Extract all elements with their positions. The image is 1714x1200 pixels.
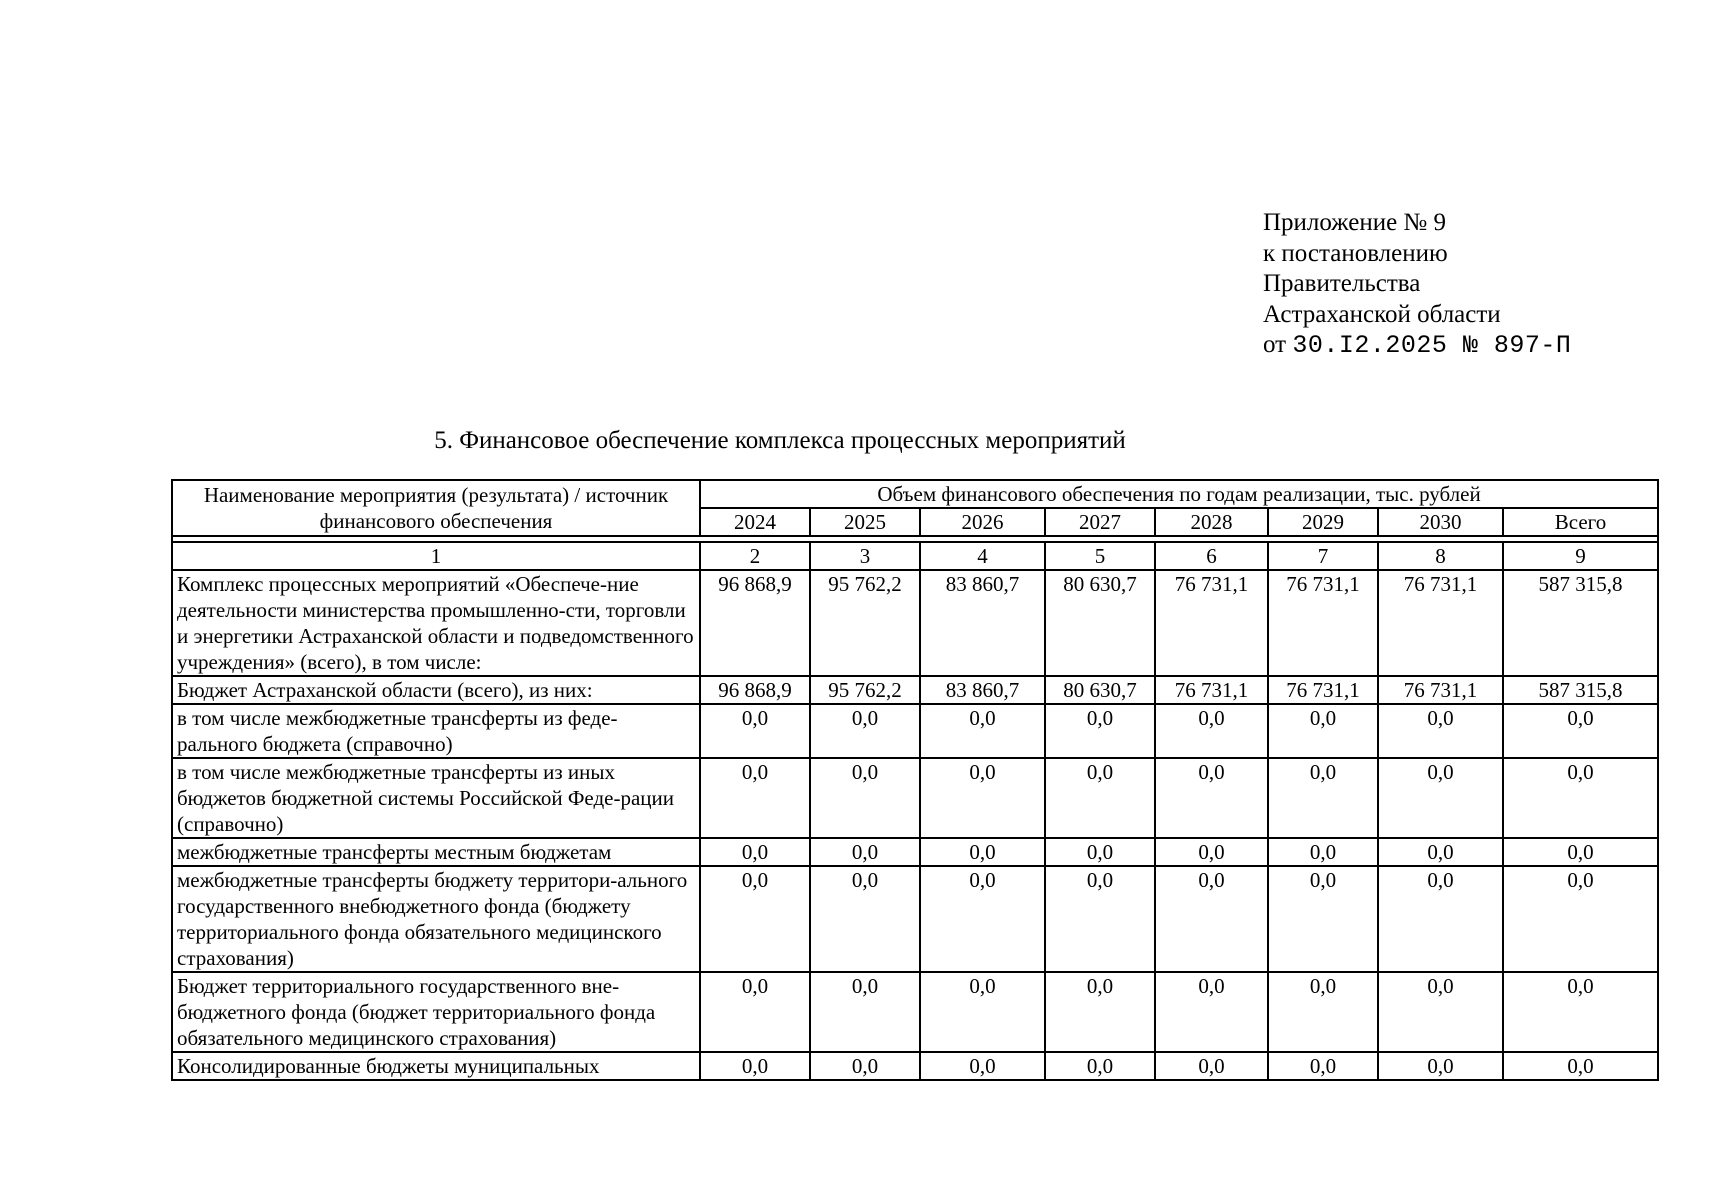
row-value-cell: 0,0 xyxy=(1378,866,1503,972)
row-value-cell: 0,0 xyxy=(1268,704,1378,758)
column-number-cell: 4 xyxy=(920,542,1045,570)
row-value-cell: 0,0 xyxy=(810,704,920,758)
header-name-cell: Наименование мероприятия (результата) / источник финансового обеспечения xyxy=(172,480,700,536)
row-value-cell: 76 731,1 xyxy=(1268,676,1378,704)
row-value-cell: 76 731,1 xyxy=(1378,676,1503,704)
row-value-cell: 587 315,8 xyxy=(1503,570,1658,676)
row-value-cell: 0,0 xyxy=(1378,758,1503,838)
header-year-cell: 2026 xyxy=(920,508,1045,536)
row-value-cell: 0,0 xyxy=(1378,972,1503,1052)
row-value-cell: 0,0 xyxy=(1045,758,1155,838)
row-value-cell: 0,0 xyxy=(1503,972,1658,1052)
header-year-cell: 2028 xyxy=(1155,508,1268,536)
appendix-line-4: Астраханской области xyxy=(1263,300,1501,328)
appendix-date-number: 30.I2.2025 № 897-П xyxy=(1292,331,1572,360)
row-value-cell: 96 868,9 xyxy=(700,570,810,676)
row-value-cell: 80 630,7 xyxy=(1045,676,1155,704)
row-name-cell: межбюджетные трансферты местным бюджетам xyxy=(172,838,700,866)
row-value-cell: 0,0 xyxy=(1268,838,1378,866)
column-number-cell: 6 xyxy=(1155,542,1268,570)
appendix-block xyxy=(1263,208,1571,362)
header-row-1 xyxy=(172,480,1658,508)
row-value-cell: 0,0 xyxy=(700,866,810,972)
table-row xyxy=(172,866,1658,972)
row-value-cell: 76 731,1 xyxy=(1155,570,1268,676)
appendix-line-5 xyxy=(1263,330,1571,362)
row-value-cell: 0,0 xyxy=(1378,1052,1503,1080)
row-value-cell: 0,0 xyxy=(810,972,920,1052)
row-value-cell: 0,0 xyxy=(700,972,810,1052)
row-value-cell: 76 731,1 xyxy=(1378,570,1503,676)
table-row xyxy=(172,838,1658,866)
row-value-cell: 95 762,2 xyxy=(810,570,920,676)
row-value-cell: 0,0 xyxy=(1503,838,1658,866)
table-row xyxy=(172,570,1658,676)
row-name-cell: Бюджет Астраханской области (всего), из них: xyxy=(172,676,700,704)
row-value-cell: 0,0 xyxy=(1155,838,1268,866)
row-value-cell: 0,0 xyxy=(920,704,1045,758)
header-year-cell: 2024 xyxy=(700,508,810,536)
row-value-cell: 83 860,7 xyxy=(920,676,1045,704)
row-value-cell: 0,0 xyxy=(920,866,1045,972)
header-year-cell: 2027 xyxy=(1045,508,1155,536)
row-value-cell: 0,0 xyxy=(1155,704,1268,758)
row-value-cell: 0,0 xyxy=(810,758,920,838)
row-value-cell: 0,0 xyxy=(810,866,920,972)
table-row xyxy=(172,676,1658,704)
row-value-cell: 0,0 xyxy=(1045,704,1155,758)
appendix-line-3: Правительства xyxy=(1263,270,1421,297)
row-value-cell: 0,0 xyxy=(810,1052,920,1080)
row-value-cell: 0,0 xyxy=(1045,866,1155,972)
row-value-cell: 0,0 xyxy=(1268,972,1378,1052)
header-volume-cell: Объем финансового обеспечения по годам реализации, тыс. рублей xyxy=(700,480,1658,508)
table-row xyxy=(172,704,1658,758)
row-value-cell: 587 315,8 xyxy=(1503,676,1658,704)
column-number-cell: 1 xyxy=(172,542,700,570)
row-value-cell: 0,0 xyxy=(1503,1052,1658,1080)
row-value-cell: 0,0 xyxy=(1378,838,1503,866)
row-value-cell: 0,0 xyxy=(1268,1052,1378,1080)
row-value-cell: 0,0 xyxy=(920,758,1045,838)
row-value-cell: 0,0 xyxy=(1155,866,1268,972)
row-value-cell: 0,0 xyxy=(1045,972,1155,1052)
column-number-cell: 5 xyxy=(1045,542,1155,570)
row-value-cell: 76 731,1 xyxy=(1268,570,1378,676)
header-year-cell: 2025 xyxy=(810,508,920,536)
header-year-cell: 2030 xyxy=(1378,508,1503,536)
appendix-line-1: Приложение № 9 xyxy=(1263,209,1447,236)
row-value-cell: 0,0 xyxy=(1045,1052,1155,1080)
appendix-line-2: к постановлению xyxy=(1263,239,1448,267)
column-number-cell: 3 xyxy=(810,542,920,570)
row-name-cell: в том числе межбюджетные трансферты из иных бюджетов бюджетной системы Российской Феде-рации (справочно) xyxy=(172,758,700,838)
row-value-cell: 0,0 xyxy=(700,704,810,758)
row-value-cell: 0,0 xyxy=(700,1052,810,1080)
column-numbers-row xyxy=(172,542,1658,570)
row-value-cell: 0,0 xyxy=(920,838,1045,866)
table-body xyxy=(172,570,1658,1080)
row-value-cell: 80 630,7 xyxy=(1045,570,1155,676)
row-value-cell: 0,0 xyxy=(1045,838,1155,866)
row-value-cell: 0,0 xyxy=(1503,758,1658,838)
row-name-cell: в том числе межбюджетные трансферты из феде-рального бюджета (справочно) xyxy=(172,704,700,758)
table-row xyxy=(172,1052,1658,1080)
financing-table xyxy=(171,479,1659,1081)
row-value-cell: 96 868,9 xyxy=(700,676,810,704)
row-value-cell: 83 860,7 xyxy=(920,570,1045,676)
row-value-cell: 0,0 xyxy=(1268,758,1378,838)
row-name-cell: межбюджетные трансферты бюджету территори-ального государственного внебюджетного фонда (бюджету территориального фонда обязательного медицинского страхования) xyxy=(172,866,700,972)
row-value-cell: 0,0 xyxy=(700,758,810,838)
row-value-cell: 0,0 xyxy=(1155,972,1268,1052)
row-name-cell: Комплекс процессных мероприятий «Обеспече-ние деятельности министерства промышленно-сти, торговли и энергетики Астраханской области и подведомственного учреждения» (всего), в том числе: xyxy=(172,570,700,676)
column-number-cell: 2 xyxy=(700,542,810,570)
column-number-cell: 9 xyxy=(1503,542,1658,570)
column-number-cell: 8 xyxy=(1378,542,1503,570)
header-year-cell: 2029 xyxy=(1268,508,1378,536)
row-value-cell: 0,0 xyxy=(920,972,1045,1052)
table-row xyxy=(172,972,1658,1052)
row-name-cell: Бюджет территориального государственного вне-бюджетного фонда (бюджет территориального фонда обязательного медицинского страхования) xyxy=(172,972,700,1052)
header-year-cell: Всего xyxy=(1503,508,1658,536)
row-value-cell: 0,0 xyxy=(1155,1052,1268,1080)
row-name-cell: Консолидированные бюджеты муниципальных xyxy=(172,1052,700,1080)
row-value-cell: 0,0 xyxy=(1503,704,1658,758)
row-value-cell: 0,0 xyxy=(920,1052,1045,1080)
table-row xyxy=(172,758,1658,838)
row-value-cell: 76 731,1 xyxy=(1155,676,1268,704)
row-value-cell: 0,0 xyxy=(810,838,920,866)
section-title: 5. Финансовое обеспечение комплекса процессных мероприятий xyxy=(434,427,1126,454)
row-value-cell: 0,0 xyxy=(1503,866,1658,972)
row-value-cell: 0,0 xyxy=(700,838,810,866)
appendix-date-prefix: от xyxy=(1263,331,1287,358)
row-value-cell: 0,0 xyxy=(1378,704,1503,758)
column-number-cell: 7 xyxy=(1268,542,1378,570)
row-value-cell: 0,0 xyxy=(1155,758,1268,838)
row-value-cell: 0,0 xyxy=(1268,866,1378,972)
row-value-cell: 95 762,2 xyxy=(810,676,920,704)
